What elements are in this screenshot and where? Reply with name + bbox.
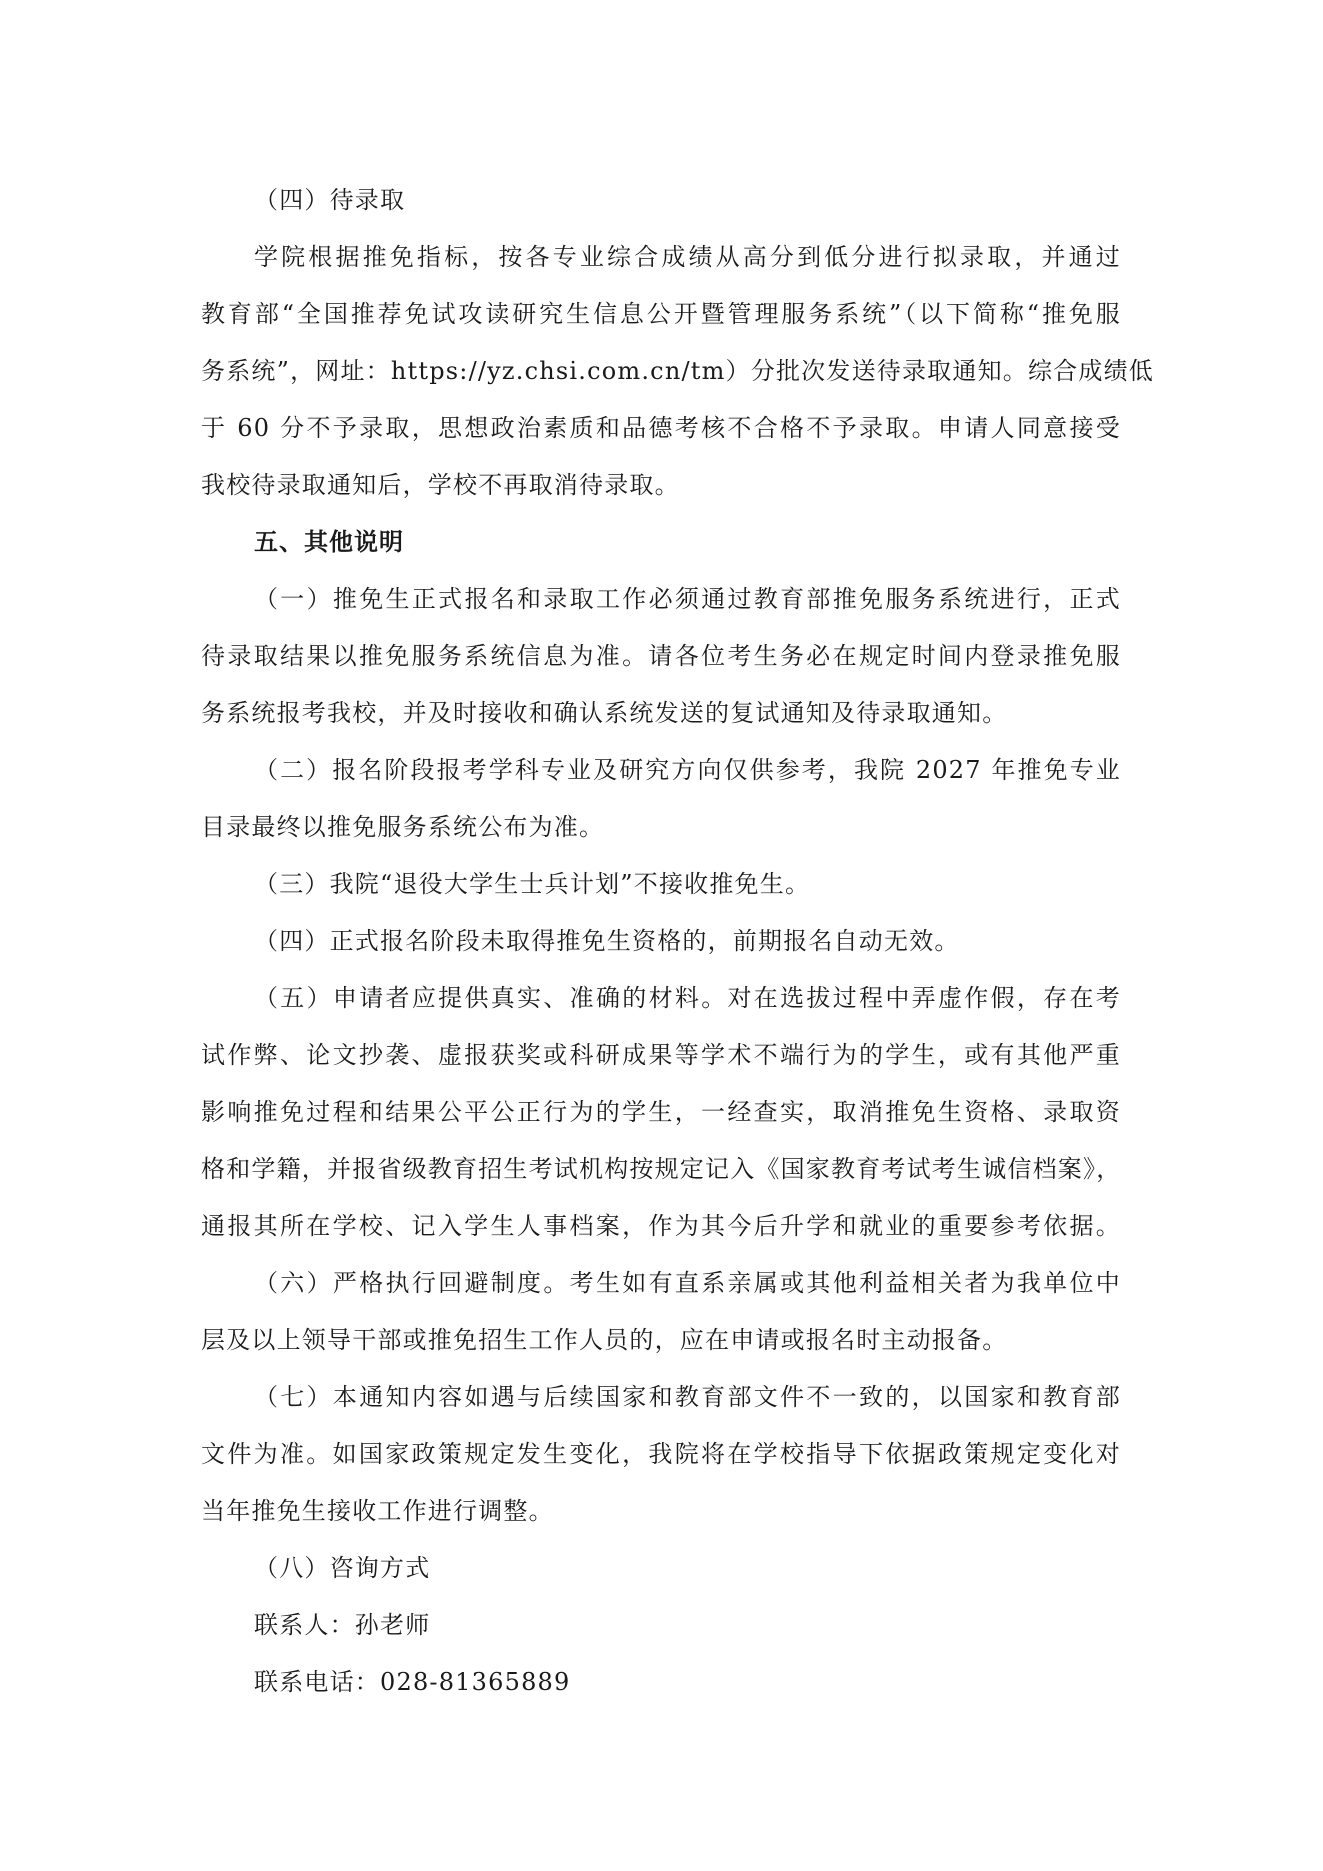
paragraph-line: 于 60 分不予录取，思想政治素质和品德考核不合格不予录取。申请人同意接受 — [201, 414, 1121, 442]
paragraph-line: 试作弊、论文抄袭、虚报获奖或科研成果等学术不端行为的学生，或有其他严重 — [201, 1041, 1121, 1069]
paragraph-line: 务系统”，网址：https://yz.chsi.com.cn/tm）分批次发送待录取通知。综合成绩低 — [201, 357, 1154, 385]
paragraph-line: （四）正式报名阶段未取得推免生资格的，前期报名自动无效。 — [254, 927, 960, 955]
paragraph-line: 层及以上领导干部或推免招生工作人员的，应在申请或报名时主动报备。 — [201, 1326, 1008, 1354]
paragraph-line: （七）本通知内容如遇与后续国家和教育部文件不一致的，以国家和教育部 — [254, 1383, 1121, 1411]
item-1 — [201, 571, 1121, 742]
item-3 — [201, 856, 1121, 913]
paragraph-line: （二）报名阶段报考学科专业及研究方向仅供参考，我院 2027 年推免专业 — [254, 756, 1121, 784]
paragraph-line: 学院根据推免指标，按各专业综合成绩从高分到低分进行拟录取，并通过 — [254, 243, 1121, 271]
paragraph-line: 通报其所在学校、记入学生人事档案，作为其今后升学和就业的重要参考依据。 — [201, 1212, 1121, 1240]
paragraph-line: 目录最终以推免服务系统公布为准。 — [201, 813, 605, 841]
paragraph-line: 教育部“全国推荐免试攻读研究生信息公开暨管理服务系统”（以下简称“推免服 — [201, 300, 1121, 328]
item-4 — [201, 913, 1121, 970]
paragraph-line: 待录取结果以推免服务系统信息为准。请各位考生务必在规定时间内登录推免服 — [201, 642, 1121, 670]
paragraph-line: （八）咨询方式 — [254, 1554, 431, 1582]
paragraph-pending-admission — [201, 229, 1154, 514]
paragraph-line: 务系统报考我校，并及时接收和确认系统发送的复试通知及待录取通知。 — [201, 699, 1008, 727]
section-heading-other-notes: 五、其他说明 — [254, 528, 404, 556]
item-8 — [201, 1540, 1121, 1597]
paragraph-line: （五）申请者应提供真实、准确的材料。对在选拔过程中弄虚作假，存在考 — [254, 984, 1121, 1012]
paragraph-line: （一）推免生正式报名和录取工作必须通过教育部推免服务系统进行，正式 — [254, 585, 1121, 613]
paragraph-line: 我校待录取通知后，学校不再取消待录取。 — [201, 471, 680, 499]
paragraph-line: （六）严格执行回避制度。考生如有直系亲属或其他利益相关者为我单位中 — [254, 1269, 1121, 1297]
item-5 — [201, 970, 1121, 1255]
item-2 — [201, 742, 1121, 856]
contact-phone: 联系电话：028-81365889 — [254, 1668, 571, 1696]
document-body — [201, 172, 1154, 1711]
paragraph-line: 当年推免生接收工作进行调整。 — [201, 1497, 554, 1525]
paragraph-line: 格和学籍，并报省级教育招生考试机构按规定记入《国家教育考试考生诚信档案》， — [201, 1155, 1122, 1183]
section-title-pending-admission: （四）待录取 — [254, 186, 406, 214]
paragraph-line: 影响推免过程和结果公平公正行为的学生，一经查实，取消推免生资格、录取资 — [201, 1098, 1121, 1126]
paragraph-line: 文件为准。如国家政策规定发生变化，我院将在学校指导下依据政策规定变化对 — [201, 1440, 1121, 1468]
paragraph-line: （三）我院“退役大学生士兵计划”不接收推免生。 — [254, 870, 811, 898]
item-6 — [201, 1255, 1121, 1369]
contact-person: 联系人：孙老师 — [254, 1611, 431, 1639]
item-7 — [201, 1369, 1121, 1540]
